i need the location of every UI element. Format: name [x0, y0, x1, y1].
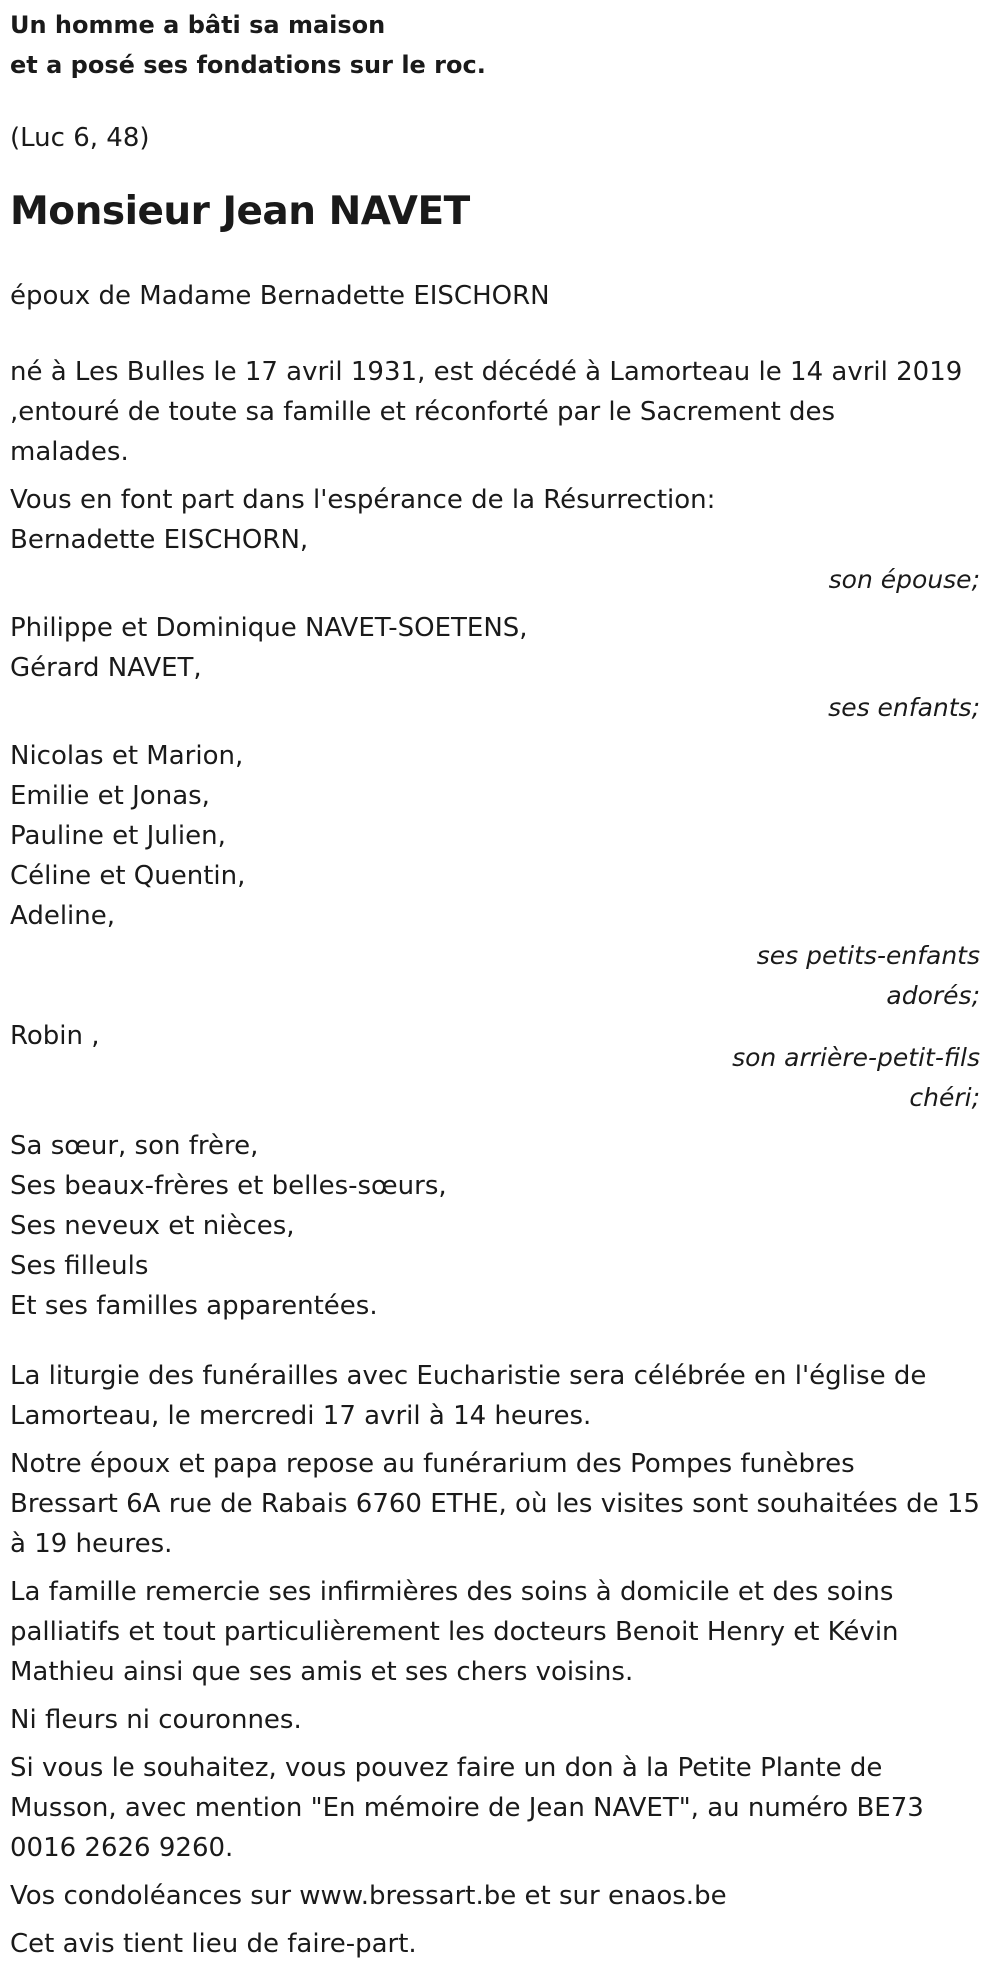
funerarium-line: à 19 heures. [10, 1529, 173, 1559]
family-name: Robin , [10, 1021, 100, 1051]
verse-line-2: et a posé ses fondations sur le roc. [10, 51, 486, 79]
family-group-children [10, 608, 990, 728]
thanks-line: palliatifs et tout particulièrement les docteurs Benoit Henry et Kévin [10, 1617, 899, 1647]
announce-intro: Vous en font part dans l'espérance de la Résurrection: [10, 485, 716, 515]
funerarium-line: Bressart 6A rue de Rabais 6760 ETHE, où les visites sont souhaitées de 15 [10, 1489, 980, 1519]
birth-death-line: né à Les Bulles le 17 avril 1931, est décédé à Lamorteau le 14 avril 2019 [10, 357, 963, 387]
extended-family-line: Ses beaux-frères et belles-sœurs, [10, 1171, 447, 1201]
family-name: Gérard NAVET, [10, 653, 202, 683]
deceased-name: Monsieur Jean NAVET [10, 189, 470, 234]
thanks-line: Mathieu ainsi que ses amis et ses chers voisins. [10, 1657, 634, 1687]
family-relation-line: adorés; [886, 981, 980, 1010]
thanks-line: La famille remercie ses infirmières des soins à domicile et des soins [10, 1577, 894, 1607]
family-relation [10, 1038, 990, 1118]
family-name: Emilie et Jonas, [10, 781, 210, 811]
family-name: Adeline, [10, 901, 116, 931]
donation-line: 0016 2626 9260. [10, 1833, 234, 1863]
family-group-grandchildren [10, 736, 990, 1016]
extended-family-line: Sa sœur, son frère, [10, 1131, 259, 1161]
family-group-spouse [10, 520, 990, 600]
extended-family-line: Ses neveux et nièces, [10, 1211, 295, 1241]
family-relation-line: son arrière-petit-fils [732, 1043, 980, 1072]
no-flowers: Ni fleurs ni couronnes. [10, 1705, 302, 1735]
family-relation [10, 936, 990, 1016]
family-relation: son épouse; [828, 565, 980, 594]
birth-death-paragraph [10, 352, 990, 472]
donation-paragraph [10, 1748, 990, 1868]
liturgy-paragraph [10, 1356, 990, 1436]
extended-family [10, 1126, 990, 1326]
verse-line-1: Un homme a bâti sa maison [10, 11, 386, 39]
birth-death-line: malades. [10, 437, 129, 467]
liturgy-line: Lamorteau, le mercredi 17 avril à 14 heures. [10, 1401, 592, 1431]
family-relation-line: ses petits-enfants [756, 941, 980, 970]
family-name: Pauline et Julien, [10, 821, 226, 851]
funerarium-paragraph [10, 1444, 990, 1564]
extended-family-line: Ses filleuls [10, 1251, 149, 1281]
family-name: Philippe et Dominique NAVET-SOETENS, [10, 613, 528, 643]
donation-line: Si vous le souhaitez, vous pouvez faire un don à la Petite Plante de [10, 1753, 883, 1783]
donation-line: Musson, avec mention "En mémoire de Jean NAVET", au numéro BE73 [10, 1793, 924, 1823]
funerarium-line: Notre époux et papa repose au funérarium des Pompes funèbres [10, 1449, 855, 1479]
thanks-paragraph [10, 1572, 990, 1692]
family-name: Céline et Quentin, [10, 861, 246, 891]
extended-family-line: Et ses familles apparentées. [10, 1291, 378, 1321]
spouse-line: époux de Madame Bernadette EISCHORN [10, 281, 550, 311]
family-relation: ses enfants; [828, 693, 980, 722]
notice-line: Cet avis tient lieu de faire-part. [10, 1929, 417, 1959]
liturgy-line: La liturgie des funérailles avec Eucharistie sera célébrée en l'église de [10, 1361, 927, 1391]
family-group-great-grandchild [10, 1016, 990, 1118]
verse-reference: (Luc 6, 48) [10, 123, 150, 153]
family-name: Nicolas et Marion, [10, 741, 244, 771]
family-relation-line: chéri; [909, 1083, 980, 1112]
family-name: Bernadette EISCHORN, [10, 525, 309, 555]
condolences-line: Vos condoléances sur www.bressart.be et sur enaos.be [10, 1881, 727, 1911]
birth-death-line: ,entouré de toute sa famille et réconforté par le Sacrement des [10, 397, 836, 427]
